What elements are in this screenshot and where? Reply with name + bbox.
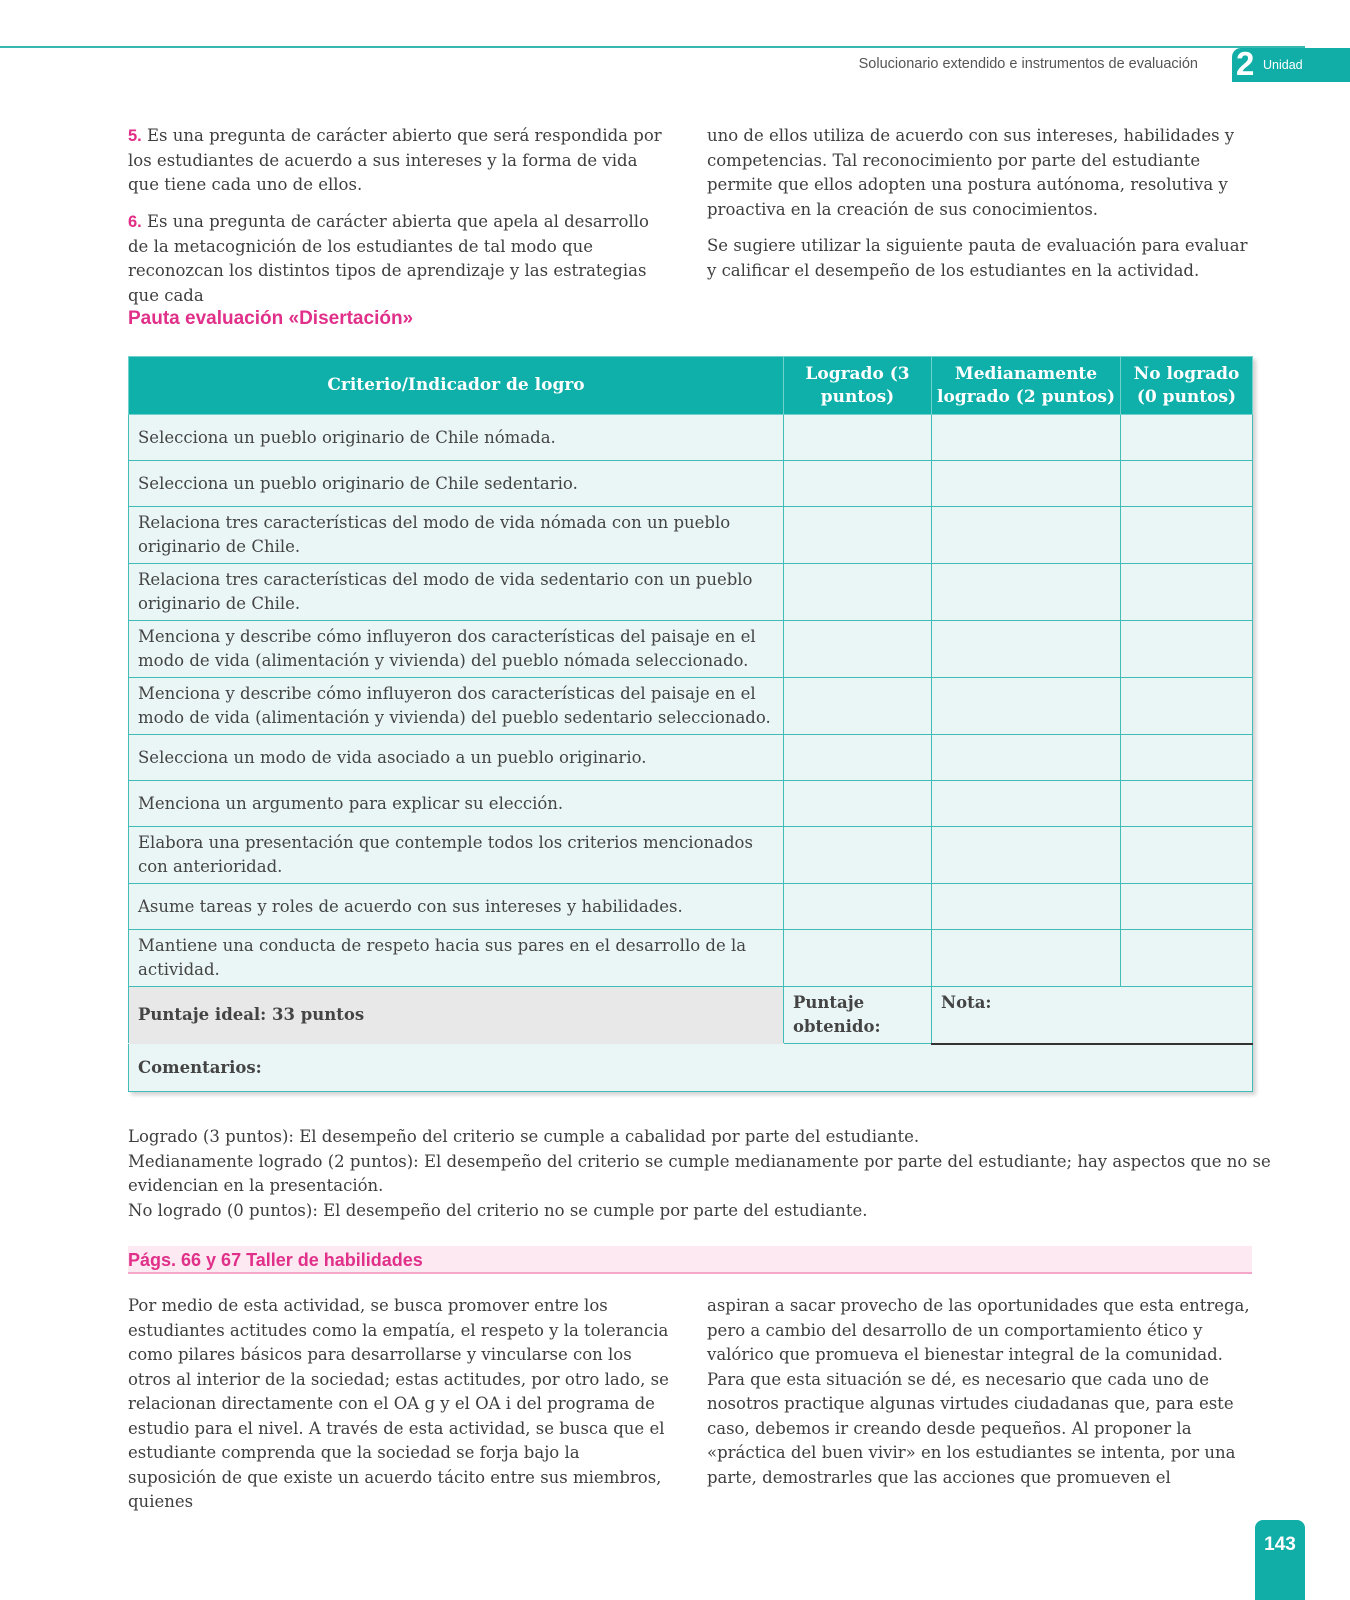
unit-tab (1232, 45, 1350, 82)
score-cell[interactable] (784, 564, 932, 621)
score-cell[interactable] (784, 461, 932, 507)
score-cell[interactable] (932, 735, 1121, 781)
table-row (129, 461, 1253, 507)
intro-right-paragraph-2: Se sugiere utilizar la siguiente pauta de evaluación para evaluar y calificar el desempeño de los estudiantes en la actividad. (707, 236, 1248, 280)
score-cell[interactable] (784, 621, 932, 678)
header-rule (0, 46, 1305, 48)
table-row (129, 507, 1253, 564)
score-cell[interactable] (1121, 621, 1253, 678)
criterion-cell: Menciona y describe cómo influyeron dos características del paisaje en el modo de vida (alimentación y vivienda) del pueblo nómada seleccionado. (129, 621, 784, 678)
score-cell[interactable] (784, 827, 932, 884)
header-medianamente: Medianamente logrado (2 puntos) (932, 357, 1121, 415)
answer-5: 5. Es una pregunta de carácter abierto que será respondida por los estudiantes de acuerdo a sus intereses y la forma de vida que tiene cada uno de ellos. (128, 126, 662, 194)
criterion-cell: Selecciona un pueblo originario de Chile sedentario. (129, 461, 784, 507)
score-cell[interactable] (932, 415, 1121, 461)
score-cell[interactable] (932, 930, 1121, 987)
rubric-title: Pauta evaluación «Disertación» (128, 308, 414, 329)
rubric-table (128, 356, 1253, 1092)
score-cell[interactable] (784, 415, 932, 461)
score-cell[interactable] (932, 884, 1121, 930)
score-cell[interactable] (932, 781, 1121, 827)
score-cell[interactable] (1121, 884, 1253, 930)
score-cell[interactable] (1121, 678, 1253, 735)
score-cell[interactable] (784, 884, 932, 930)
legend-medianamente: Medianamente logrado (2 puntos): El desempeño del criterio se cumple medianamente por parte del estudiante; hay aspectos que no se (128, 1151, 1271, 1171)
criterion-cell: Menciona y describe cómo influyeron dos características del paisaje en el modo de vida (alimentación y vivienda) del pueblo sedentario seleccionado. (129, 678, 784, 735)
score-cell[interactable] (784, 678, 932, 735)
comments-row (129, 1044, 1253, 1092)
score-cell[interactable] (784, 735, 932, 781)
unit-number: 2 (1236, 45, 1255, 82)
grade-field[interactable]: Nota: (932, 987, 1253, 1044)
table-row (129, 621, 1253, 678)
taller-section-title: Págs. 66 y 67 Taller de habilidades (128, 1246, 1252, 1274)
header-logrado: Logrado (3 puntos) (784, 357, 932, 415)
criterion-cell: Menciona un argumento para explicar su elección. (129, 781, 784, 827)
score-cell[interactable] (1121, 461, 1253, 507)
taller-right-paragraph: aspiran a sacar provecho de las oportunidades que esta entrega, pero a cambio del desarrollo de un comportamiento ético y valórico que promueva el bienestar integral de la comunidad. Para que esta situación se dé, es necesario que cada uno de nosotros practique algunas virtudes ciudadanas que, para este caso, debemos ir creando desde pequeños. Al proponer la «práctica del buen vivir» en los estudiantes se intenta, por una parte, demostrarles que las acciones que promueven el (707, 1296, 1250, 1487)
score-row (129, 987, 1253, 1044)
table-row (129, 735, 1253, 781)
table-row (129, 930, 1253, 987)
comments-field[interactable]: Comentarios: (129, 1044, 1253, 1092)
table-row (129, 781, 1253, 827)
score-cell[interactable] (1121, 415, 1253, 461)
score-cell[interactable] (932, 621, 1121, 678)
criterion-cell: Relaciona tres características del modo de vida sedentario con un pueblo originario de Chile. (129, 564, 784, 621)
rubric-legend (128, 1125, 1271, 1223)
table-row (129, 415, 1253, 461)
table-row (129, 884, 1253, 930)
score-cell[interactable] (1121, 507, 1253, 564)
page-number: 143 (1255, 1520, 1305, 1600)
score-cell[interactable] (784, 781, 932, 827)
obtained-score-label: Puntaje obtenido: (784, 987, 932, 1044)
table-row (129, 827, 1253, 884)
legend-medianamente-cont: evidencian en la presentación. (128, 1176, 384, 1195)
score-cell[interactable] (932, 461, 1121, 507)
score-cell[interactable] (1121, 564, 1253, 621)
score-cell[interactable] (1121, 827, 1253, 884)
legend-no-logrado: No logrado (0 puntos): El desempeño del criterio no se cumple por parte del estudiante. (128, 1200, 868, 1220)
table-row (129, 678, 1253, 735)
running-header: Solucionario extendido e instrumentos de evaluación (858, 56, 1198, 72)
criterion-cell: Elabora una presentación que contemple todos los criterios mencionados con anterioridad. (129, 827, 784, 884)
header-criterion: Criterio/Indicador de logro (129, 357, 784, 415)
criterion-cell: Selecciona un modo de vida asociado a un pueblo originario. (129, 735, 784, 781)
score-cell[interactable] (1121, 930, 1253, 987)
score-cell[interactable] (932, 827, 1121, 884)
score-cell[interactable] (932, 678, 1121, 735)
score-cell[interactable] (784, 930, 932, 987)
table-row (129, 564, 1253, 621)
answer-6: 6. Es una pregunta de carácter abierta que apela al desarrollo de la metacognición de los estudiantes de tal modo que reconozcan los distintos tipos de aprendizaje y las estrategias que cada (128, 212, 649, 305)
criterion-cell: Selecciona un pueblo originario de Chile nómada. (129, 415, 784, 461)
intro-right-paragraph-1: uno de ellos utiliza de acuerdo con sus intereses, habilidades y competencias. Tal reconocimiento por parte del estudiante permite que ellos adopten una postura autónoma, resolutiva y proactiva en la creación de sus conocimientos. (707, 126, 1235, 219)
criterion-cell: Mantiene una conducta de respeto hacia sus pares en el desarrollo de la actividad. (129, 930, 784, 987)
criterion-cell: Relaciona tres características del modo de vida nómada con un pueblo originario de Chile. (129, 507, 784, 564)
score-cell[interactable] (932, 507, 1121, 564)
taller-left-paragraph: Por medio de esta actividad, se busca promover entre los estudiantes actitudes como la empatía, el respeto y la tolerancia como pilares básicos para desarrollarse y vincularse con los otros al interior de la sociedad; estas actitudes, por otro lado, se relacionan directamente con el OA g y el OA i del programa de estudio para el nivel. A través de esta actividad, se busca que el estudiante comprenda que la sociedad se forja bajo la suposición de que existe un acuerdo tácito entre sus miembros, quienes (128, 1296, 669, 1511)
header-no-logrado: No logrado (0 puntos) (1121, 357, 1253, 415)
score-cell[interactable] (1121, 735, 1253, 781)
score-cell[interactable] (1121, 781, 1253, 827)
score-cell[interactable] (932, 564, 1121, 621)
legend-logrado: Logrado (3 puntos): El desempeño del criterio se cumple a cabalidad por parte del estudiante. (128, 1127, 920, 1146)
criterion-cell: Asume tareas y roles de acuerdo con sus intereses y habilidades. (129, 884, 784, 930)
unit-label: Unidad (1263, 58, 1303, 72)
score-cell[interactable] (784, 507, 932, 564)
ideal-score: Puntaje ideal: 33 puntos (129, 987, 784, 1044)
